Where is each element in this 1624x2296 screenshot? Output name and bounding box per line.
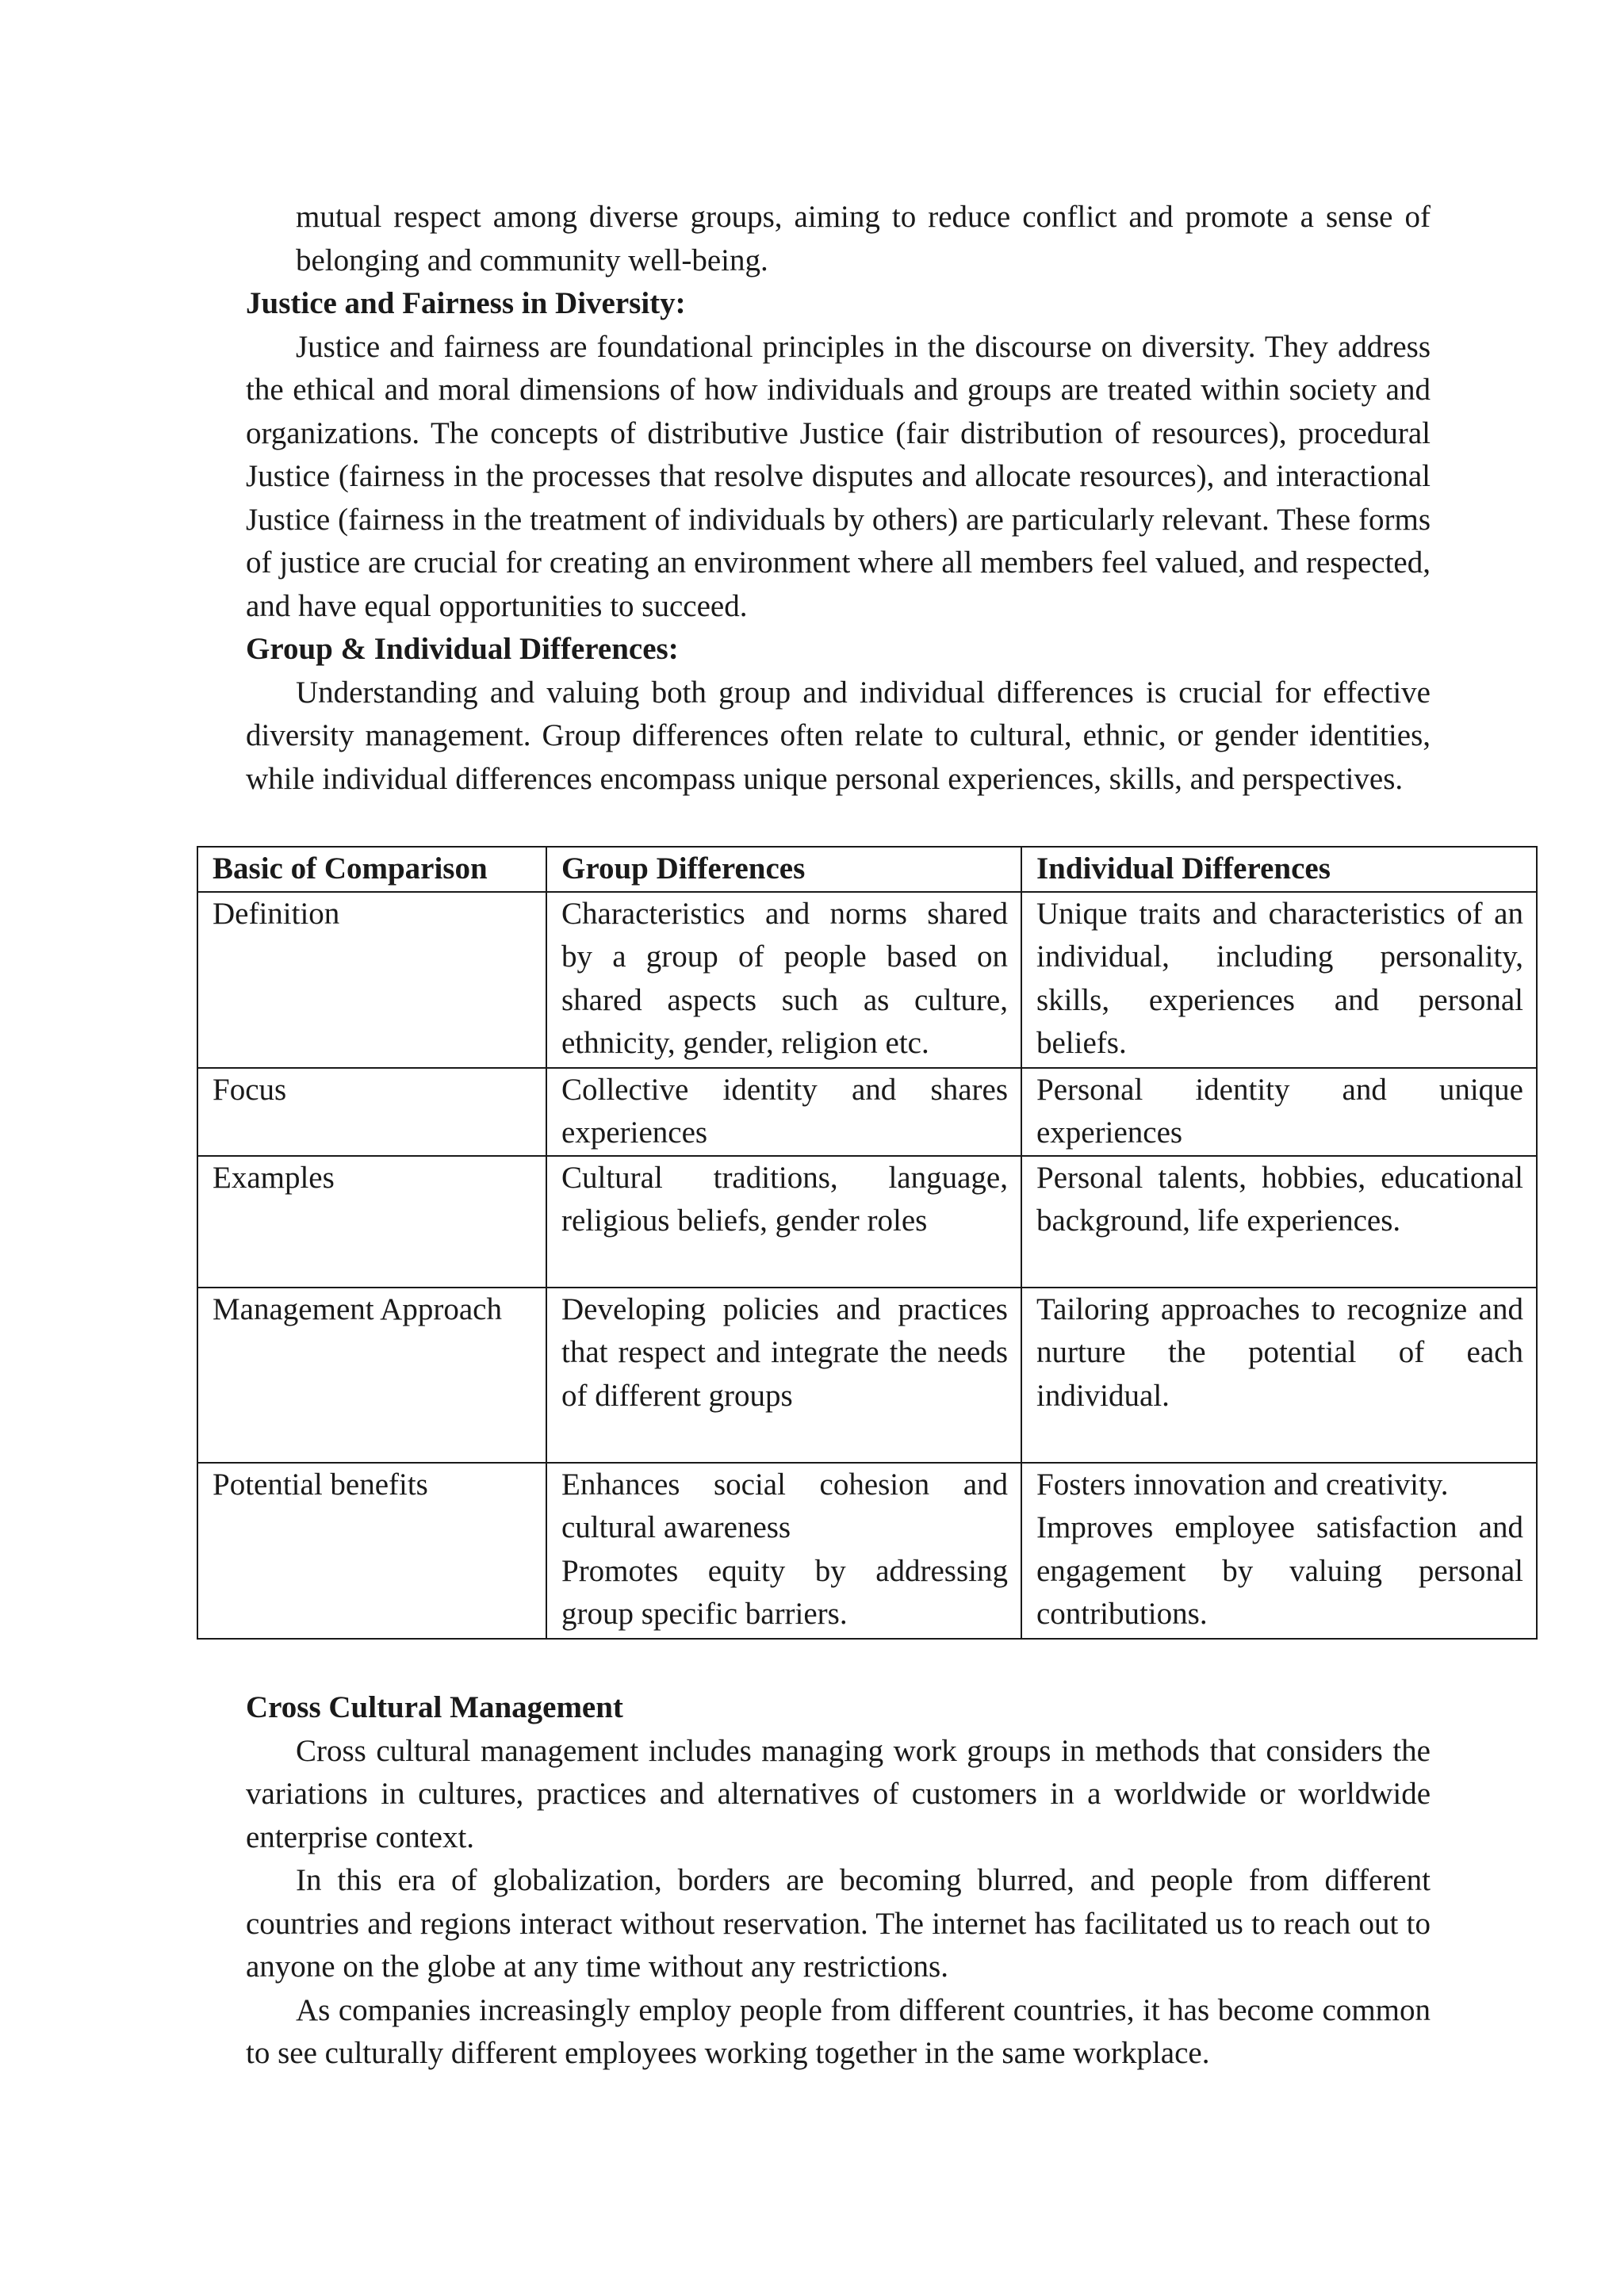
row-basis-cell: Definition [197,892,546,1068]
row-individual-cell [1021,1463,1537,1639]
table-row [197,1463,1537,1639]
comparison-table [197,846,1538,1640]
row-basis-cell: Management Approach [197,1288,546,1463]
cell-text: Unique traits and characteristics of an individual, including personality, skills, experiences and personal beliefs. [1036,896,1523,1060]
cell-text: Developing policies and practices that respect and integrate the needs of different groups [561,1292,1008,1413]
cell-text: Improves employee satisfaction and engagement by valuing personal contributions. [1036,1510,1523,1631]
table-row [197,1288,1537,1463]
row-group-cell [546,1288,1021,1463]
cell-text: Personal identity and unique experiences [1036,1072,1523,1150]
cell-text: Collective identity and shares experiences [561,1072,1008,1150]
row-individual-cell [1021,892,1537,1068]
differences-paragraph: Understanding and valuing both group and individual differences is crucial for effective diversity management. Group differences often relate to cultural, ethnic, or gender identities, while individual differences encompass unique personal experiences, skills, and perspectives. [246,675,1431,796]
row-individual-cell [1021,1156,1537,1288]
row-basis-cell: Examples [197,1156,546,1288]
row-group-cell [546,1068,1021,1156]
cell-text: Personal talents, hobbies, educational background, life experiences. [1036,1160,1523,1238]
cell-text: Promotes equity by addressing group specific barriers. [561,1553,1008,1631]
cross-cultural-paragraph-3: As companies increasingly employ people from different countries, it has become common to see culturally different employees working together in the same workplace. [246,1992,1431,2070]
row-individual-cell [1021,1068,1537,1156]
row-basis-cell: Potential benefits [197,1463,546,1639]
header-group: Group Differences [546,847,1021,892]
row-group-cell [546,1156,1021,1288]
row-group-cell [546,892,1021,1068]
bottom-text-section [246,1686,1431,2076]
cross-cultural-heading: Cross Cultural Management [246,1690,623,1724]
row-group-cell [546,1463,1021,1639]
cross-cultural-paragraph-2: In this era of globalization, borders are becoming blurred, and people from different countries and regions interact without reservation. The internet has facilitated us to reach out to anyone on the globe at any time without any restrictions. [246,1863,1431,1984]
cell-text: Enhances social cohesion and cultural awareness [561,1467,1008,1544]
cell-text: Fosters innovation and creativity. [1036,1467,1449,1502]
cell-text: Tailoring approaches to recognize and nurture the potential of each individual. [1036,1292,1523,1413]
header-basis: Basic of Comparison [197,847,546,892]
differences-heading: Group & Individual Differences: [246,632,679,666]
table-row [197,892,1537,1068]
row-individual-cell [1021,1288,1537,1463]
justice-paragraph: Justice and fairness are foundational principles in the discourse on diversity. They address the ethical and moral dimensions of how individuals and groups are treated within society and organizations. The concepts of distributive Justice (fair distribution of resources), procedural Justice (fairness in the processes that resolve disputes and allocate resources), and interactional Justice (fairness in the treatment of individuals by others) are particularly relevant. These forms of justice are crucial for creating an environment where all members feel valued, and respected, and have equal opportunities to succeed. [246,329,1431,623]
cross-cultural-paragraph-1: Cross cultural management includes managing work groups in methods that considers the variations in cultures, practices and alternatives of customers in a worldwide or worldwide enterprise context. [246,1733,1431,1854]
cell-text: Cultural traditions, language, religious beliefs, gender roles [561,1160,1008,1238]
row-basis-cell: Focus [197,1068,546,1156]
table-header-row [197,847,1537,892]
table-row [197,1068,1537,1156]
top-text-section [246,196,1431,801]
table-row [197,1156,1537,1288]
justice-heading: Justice and Fairness in Diversity: [246,286,686,320]
cell-text: Characteristics and norms shared by a group of people based on shared aspects such as culture, ethnicity, gender, religion etc. [561,896,1008,1060]
header-individual: Individual Differences [1021,847,1537,892]
intro-continuation-paragraph: mutual respect among diverse groups, aiming to reduce conflict and promote a sense of belonging and community well-being. [296,200,1431,277]
